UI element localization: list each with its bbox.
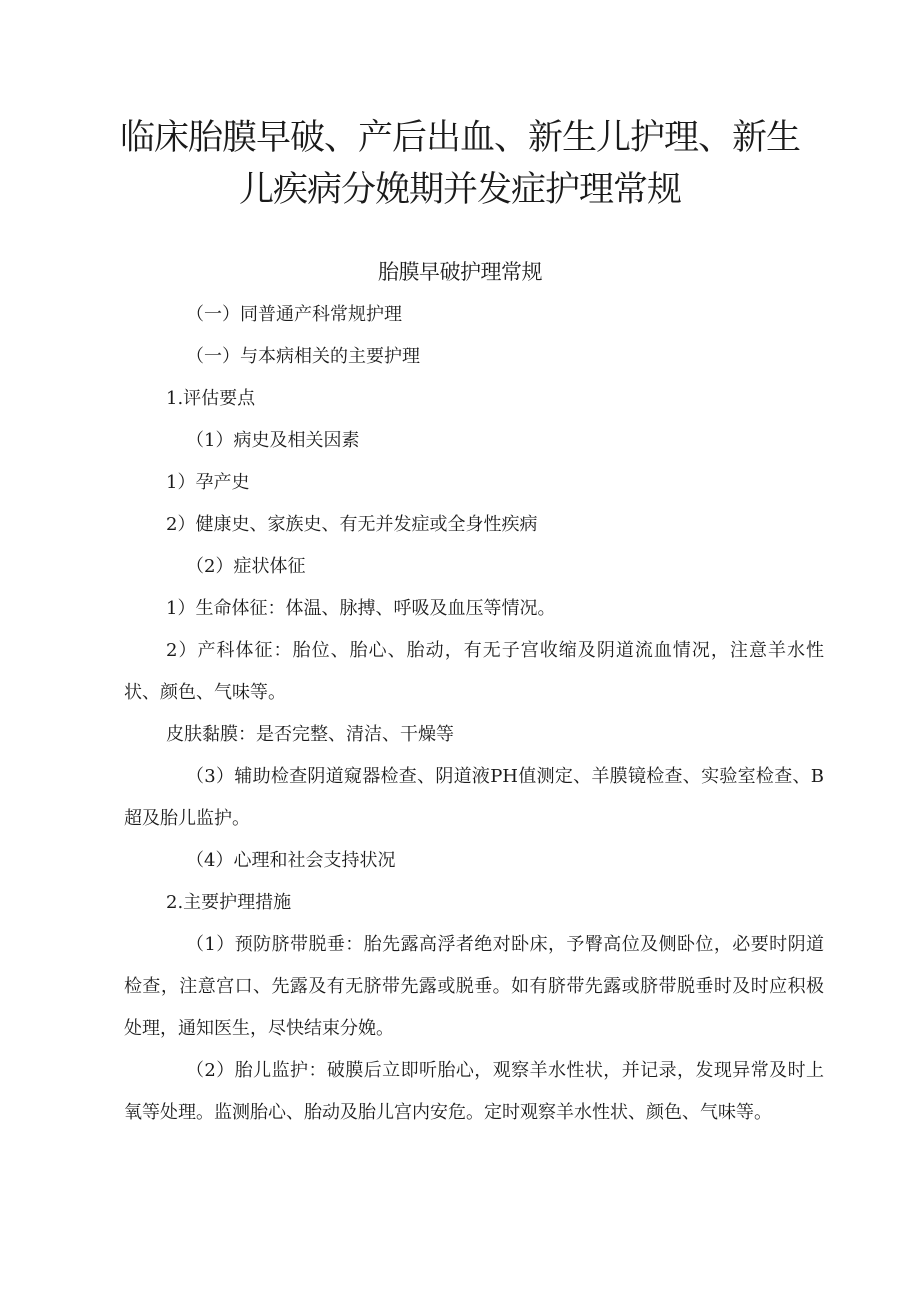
paragraph: 1）孕产史 <box>166 472 250 493</box>
document-body <box>124 294 824 1134</box>
paragraph: 1.评估要点 <box>166 388 256 409</box>
paragraph: （1）病史及相关因素 <box>186 430 360 451</box>
paragraph: （4）心理和社会支持状况 <box>186 850 396 871</box>
paragraph: （3）辅助检查阴道窥器检查、阴道液PH值测定、羊膜镜检查、实验室检查、B超及胎儿监护。 <box>124 766 824 829</box>
paragraph: （一）同普通产科常规护理 <box>186 304 402 325</box>
document-title <box>100 112 820 216</box>
paragraph: （1）预防脐带脱垂：胎先露高浮者绝对卧床，予臀高位及侧卧位，必要时阴道检查，注意宫口、先露及有无脐带先露或脱垂。如有脐带先露或脐带脱垂时及时应积极处理，通知医生，尽快结束分娩。 <box>124 934 824 1039</box>
paragraph: （一）与本病相关的主要护理 <box>186 346 420 367</box>
paragraph: 2）产科体征：胎位、胎心、胎动，有无子宫收缩及阴道流血情况，注意羊水性状、颜色、气味等。 <box>124 640 824 703</box>
paragraph: 2.主要护理措施 <box>166 892 292 913</box>
paragraph: 2）健康史、家族史、有无并发症或全身性疾病 <box>166 514 538 535</box>
paragraph: 1）生命体征：体温、脉搏、呼吸及血压等情况。 <box>166 598 556 619</box>
document-title-line-2: 儿疾病分娩期并发症护理常规 <box>238 170 681 210</box>
document-title-line-1: 临床胎膜早破、产后出血、新生儿护理、新生 <box>119 118 800 158</box>
paragraph: （2）胎儿监护：破膜后立即听胎心，观察羊水性状，并记录，发现异常及时上氧等处理。监测胎心、胎动及胎儿宫内安危。定时观察羊水性状、颜色、气味等。 <box>124 1060 824 1123</box>
section-title: 胎膜早破护理常规 <box>378 260 542 284</box>
paragraph: 皮肤黏膜：是否完整、清洁、干燥等 <box>166 724 454 745</box>
paragraph: （2）症状体征 <box>186 556 306 577</box>
